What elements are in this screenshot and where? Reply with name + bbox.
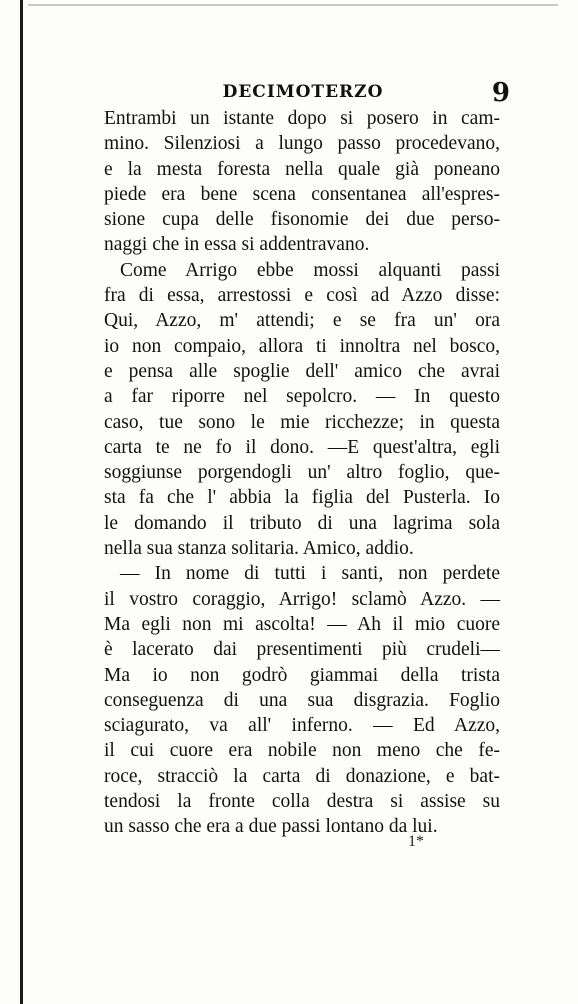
- text-line: è lacerato dai presentimenti più crudeli—: [104, 639, 500, 661]
- scan-left-edge: [20, 0, 23, 1004]
- text-line: fra di essa, arrestossi e così ad Azzo disse:: [104, 285, 500, 307]
- running-title: DECIMOTERZO: [222, 82, 384, 102]
- text-line: le domando il tributo di una lagrima sola: [104, 512, 500, 534]
- text-line: il vostro coraggio, Arrigo! sclamò Azzo. —: [104, 588, 500, 610]
- signature-mark: 1*: [408, 833, 424, 850]
- text-line: il cui cuore era nobile non meno che fe-: [104, 740, 500, 762]
- text-line: carta te ne fo il dono. —E quest'altra, egli: [104, 436, 500, 458]
- body-text: [104, 106, 500, 840]
- text-line: Qui, Azzo, m' attendi; e se fra un' ora: [104, 310, 500, 332]
- text-line: naggi che in essa si addentravano.: [104, 234, 370, 256]
- text-line: — In nome di tutti i santi, non perdete: [120, 563, 500, 585]
- text-line: e pensa alle spoglie dell' amico che avrai: [104, 360, 500, 382]
- text-line: Come Arrigo ebbe mossi alquanti passi: [120, 259, 500, 281]
- text-line: sta fa che l' abbia la figlia del Pusterla. Io: [104, 487, 500, 509]
- text-line: piede era bene scena consentanea all'espres-: [104, 183, 500, 205]
- scan-top-edge: [28, 4, 558, 6]
- text-line: roce, stracciò la carta di donazione, e bat-: [104, 765, 500, 787]
- text-line: a far riporre nel sepolcro. — In questo: [104, 386, 500, 408]
- text-line: nella sua stanza solitaria. Amico, addio.: [104, 538, 414, 560]
- text-line: sione cupa delle fisonomie dei due perso-: [104, 209, 500, 231]
- text-line: e la mesta foresta nella quale già poneano: [104, 158, 500, 180]
- text-line: conseguenza di una sua disgrazia. Foglio: [104, 689, 500, 711]
- text-line: Ma egli non mi ascolta! — Ah il mio cuore: [104, 613, 500, 635]
- text-line: mino. Silenziosi a lungo passo procedevano,: [104, 133, 500, 155]
- text-line: sciagurato, va all' inferno. — Ed Azzo,: [104, 715, 500, 737]
- text-line: tendosi la fronte colla destra si assise su: [104, 791, 500, 813]
- text-line: Entrambi un istante dopo si posero in cam-: [104, 108, 500, 129]
- text-line: soggiunse porgendogli un' altro foglio, que-: [104, 462, 500, 484]
- text-line: un sasso che era a due passi lontano da lui.: [104, 816, 438, 838]
- text-line: io non compaio, allora ti innoltra nel bosco,: [104, 335, 500, 357]
- page-number: 9: [491, 78, 510, 108]
- page-header: [104, 78, 510, 108]
- text-line: caso, tue sono le mie ricchezze; in questa: [104, 411, 500, 433]
- text-line: Ma io non godrò giammai della trista: [104, 664, 500, 686]
